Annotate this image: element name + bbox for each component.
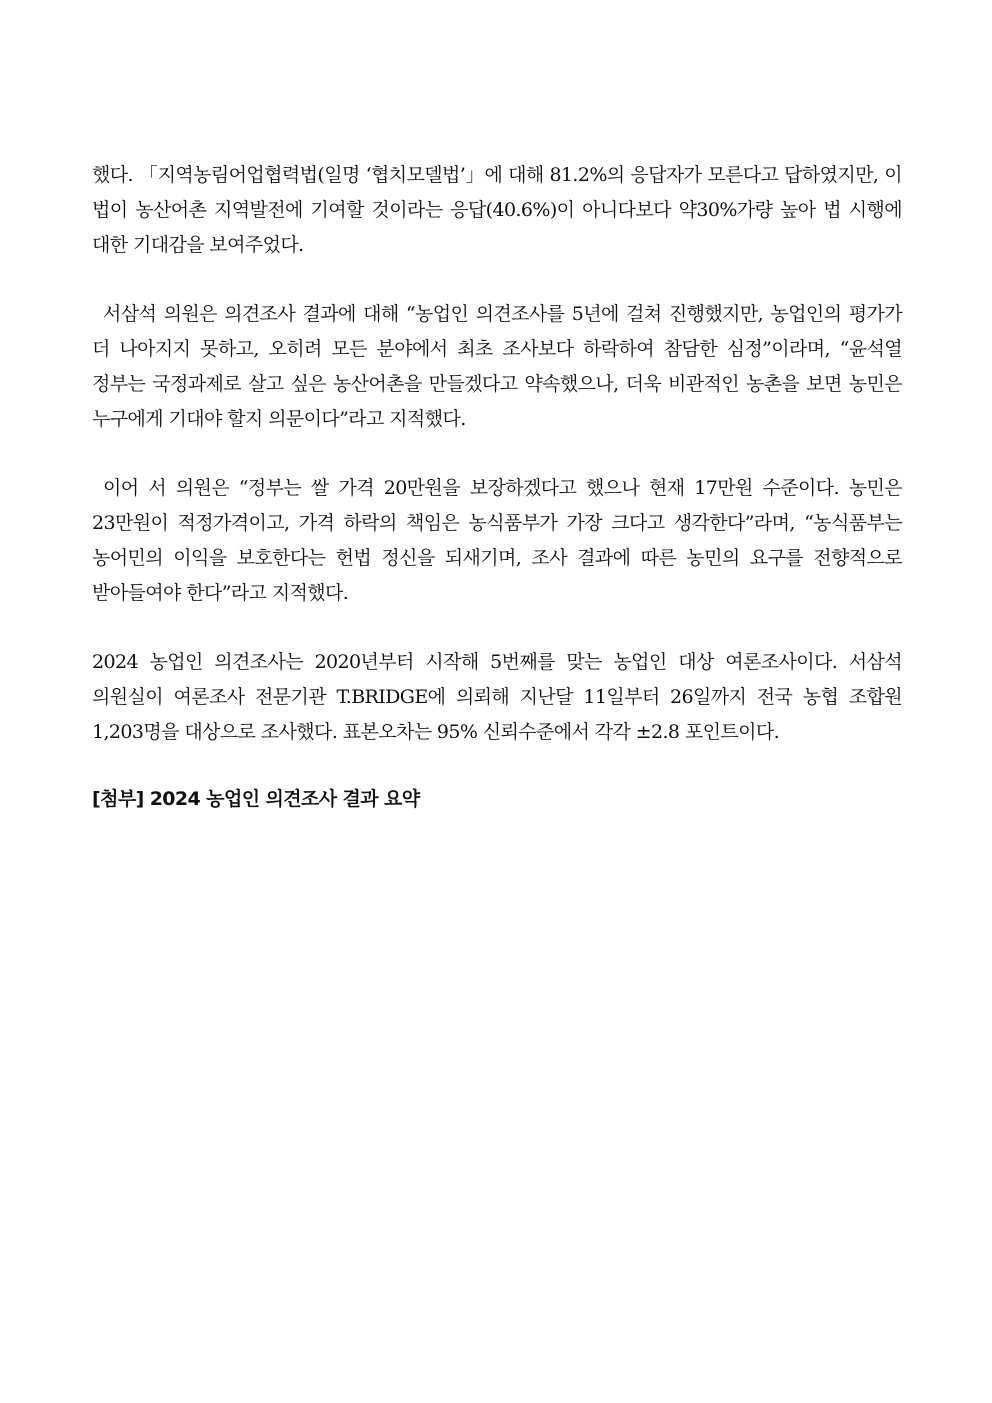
attachment-title: [첨부] 2024 농업인 의견조사 결과 요약 <box>92 788 420 810</box>
paragraph-survey-law: 했다. 「지역농림어업협력법(일명 ‘협치모델법’」에 대해 81.2%의 응답자가 모른다고 답하였지만, 이 법이 농산어촌 지역발전에 기여할 것이라는 응답(40.6%)이 아니다보다 약30%가량 높아 법 시행에 대한 기대감을 보여주었다. <box>92 164 902 256</box>
paragraph-rice-price: 이어 서 의원은 “정부는 쌀 가격 20만원을 보장하겠다고 했으나 현재 17만원 수준이다. 농민은 23만원이 적정가격이고, 가격 하락의 책임은 농식품부가 가장 크다고 생각한다”라며, “농식품부는 농어민의 이익을 보호한다는 헌법 정신을 되새기며, 조사 결과에 따른 농민의 요구를 전향적으로 받아들여야 한다”라고 지적했다. <box>92 477 902 604</box>
paragraph-lawmaker-comment: 서삼석 의원은 의견조사 결과에 대해 “농업인 의견조사를 5년에 걸쳐 진행했지만, 농업인의 평가가 더 나아지지 못하고, 오히려 모든 분야에서 최초 조사보다 하락하여 참담한 심정”이라며, “윤석열 정부는 국정과제로 살고 싶은 농산어촌을 만들겠다고 약속했으나, 더욱 비관적인 농촌을 보면 농민은 누구에게 기대야 할지 의문이다”라고 지적했다. <box>92 303 902 430</box>
document-body <box>92 158 902 817</box>
paragraph-survey-method: 2024 농업인 의견조사는 2020년부터 시작해 5번째를 맞는 농업인 대상 여론조사이다. 서삼석 의원실이 여론조사 전문기관 T.BRIDGE에 의뢰해 지난달 11일부터 26일까지 전국 농협 조합원 1,203명을 대상으로 조사했다. 표본오차는 95% 신뢰수준에서 각각 ±2.8 포인트이다. <box>92 651 902 743</box>
